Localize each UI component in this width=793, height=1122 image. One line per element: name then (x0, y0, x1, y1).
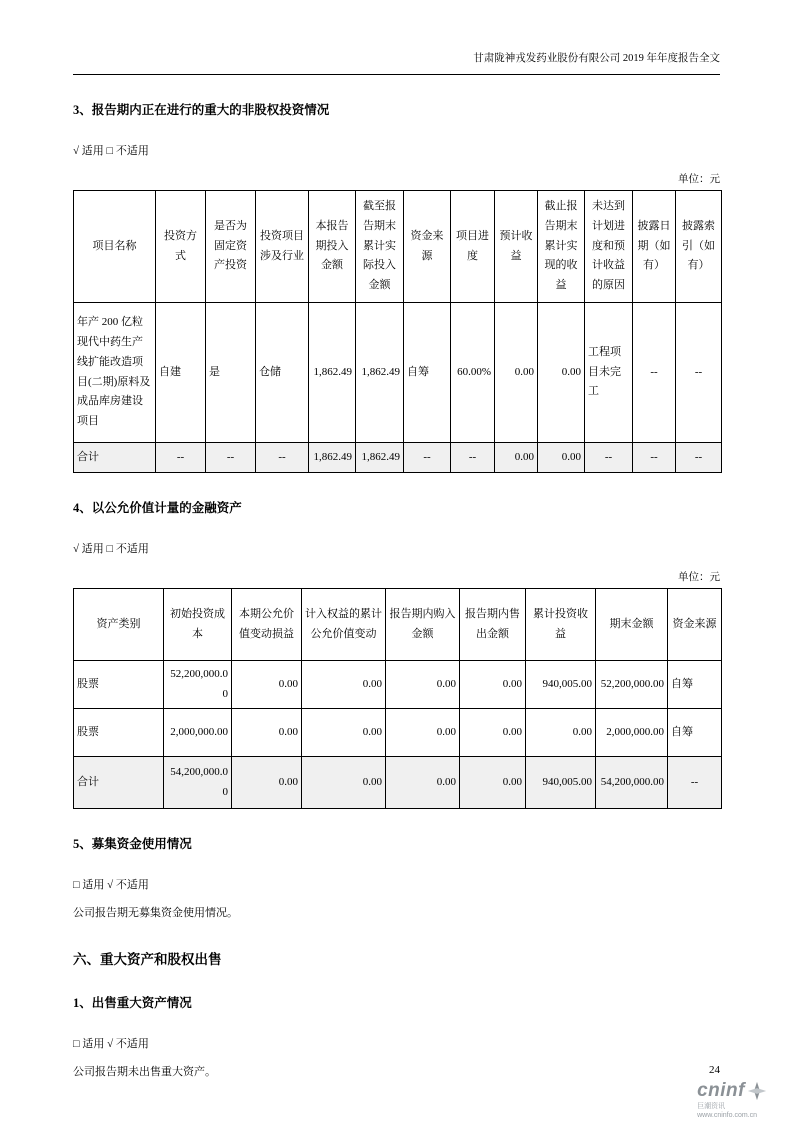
table-header-cell: 资产类别 (74, 589, 164, 661)
section-3-title: 3、报告期内正在进行的重大的非股权投资情况 (73, 103, 330, 117)
table-header-cell: 截至报告期末累计实际投入金额 (356, 191, 404, 303)
table-cell: -- (676, 303, 722, 443)
document-header (73, 52, 720, 75)
table-cell: -- (633, 443, 676, 473)
table-header-cell: 期末金额 (596, 589, 668, 661)
table-cell: -- (676, 443, 722, 473)
section-6-title: 六、重大资产和股权出售 (73, 952, 222, 967)
table-header-cell: 本期公允价值变动损益 (232, 589, 302, 661)
table-header-cell: 预计收益 (495, 191, 538, 303)
section-4-unit-label: 单位：元 (678, 572, 720, 583)
section-4-applicability: √ 适用 □ 不适用 (73, 543, 149, 555)
table-cell: 1,862.49 (356, 303, 404, 443)
section-5-applicability: □ 适用 √ 不适用 (73, 879, 149, 891)
table-cell: 仓储 (256, 303, 309, 443)
table-cell: 0.00 (460, 757, 526, 809)
table-cell: 0.00 (538, 303, 585, 443)
table-header-cell: 报告期内售出金额 (460, 589, 526, 661)
section-6-1-title: 1、出售重大资产情况 (73, 996, 192, 1010)
table-cell: 1,862.49 (356, 443, 404, 473)
cninfo-logo (697, 1080, 767, 1120)
table-cell: 0.00 (302, 661, 386, 709)
table-cell: 股票 (74, 709, 164, 757)
section-4-title: 4、以公允价值计量的金融资产 (73, 501, 242, 515)
table-cell: -- (256, 443, 309, 473)
table-cell: 自建 (156, 303, 206, 443)
section-3-unit-label: 单位：元 (678, 174, 720, 185)
table-cell: 0.00 (538, 443, 585, 473)
table-header-row (74, 589, 722, 661)
table-cell: 工程项目未完工 (585, 303, 633, 443)
table-header-cell: 是否为固定资产投资 (206, 191, 256, 303)
table-header-cell: 未达到计划进度和预计收益的原因 (585, 191, 633, 303)
table-cell: 0.00 (302, 757, 386, 809)
table-cell: 0.00 (495, 303, 538, 443)
table-cell: 合计 (74, 757, 164, 809)
section-3-applicability: √ 适用 □ 不适用 (73, 145, 149, 157)
cninfo-logo-text: cninf (697, 1080, 745, 1101)
table-cell: 0.00 (386, 757, 460, 809)
table-cell: 是 (206, 303, 256, 443)
table-cell: 52,200,000.00 (164, 661, 232, 709)
table-cell: -- (451, 443, 495, 473)
table-header-cell: 累计投资收益 (526, 589, 596, 661)
table-header-cell: 披露日期（如有） (633, 191, 676, 303)
table-cell: 60.00% (451, 303, 495, 443)
table-cell: 0.00 (232, 709, 302, 757)
table-cell: -- (206, 443, 256, 473)
financial-assets-table (73, 588, 722, 809)
table-cell: 1,862.49 (309, 443, 356, 473)
table-cell: 54,200,000.00 (164, 757, 232, 809)
table-cell: 自筹 (668, 661, 722, 709)
table-cell: 自筹 (404, 303, 451, 443)
table-row (74, 709, 722, 757)
document-title: 甘肃陇神戎发药业股份有限公司 2019 年年度报告全文 (473, 53, 720, 64)
table-cell: -- (668, 757, 722, 809)
table-header-cell: 投资项目涉及行业 (256, 191, 309, 303)
table-header-cell: 投资方式 (156, 191, 206, 303)
table-cell: 自筹 (668, 709, 722, 757)
table-header-cell: 计入权益的累计公允价值变动 (302, 589, 386, 661)
table-cell: 年产 200 亿粒现代中药生产线扩能改造项目(二期)原料及成品库房建设项目 (74, 303, 156, 443)
table-cell: 52,200,000.00 (596, 661, 668, 709)
table-cell: 0.00 (386, 709, 460, 757)
table-cell: 940,005.00 (526, 661, 596, 709)
table-cell: -- (404, 443, 451, 473)
table-cell: 0.00 (460, 661, 526, 709)
table-cell: 2,000,000.00 (596, 709, 668, 757)
cninfo-compass-icon (747, 1081, 767, 1101)
table-cell: 0.00 (495, 443, 538, 473)
table-cell: 0.00 (232, 757, 302, 809)
table-header-cell: 报告期内购入金额 (386, 589, 460, 661)
table-cell: -- (585, 443, 633, 473)
table-total-row (74, 757, 722, 809)
table-header-cell: 资金来源 (404, 191, 451, 303)
table-cell: 0.00 (386, 661, 460, 709)
table-header-cell: 披露索引（如有） (676, 191, 722, 303)
cninfo-logo-top (697, 1080, 767, 1102)
table-cell: -- (633, 303, 676, 443)
table-cell: 0.00 (526, 709, 596, 757)
table-header-cell: 项目进度 (451, 191, 495, 303)
table-header-cell: 项目名称 (74, 191, 156, 303)
table-cell: 2,000,000.00 (164, 709, 232, 757)
section-5-note: 公司报告期无募集资金使用情况。 (73, 907, 238, 919)
table-cell: 合计 (74, 443, 156, 473)
section-6-1-applicability: □ 适用 √ 不适用 (73, 1038, 149, 1050)
table-cell: 0.00 (460, 709, 526, 757)
table-header-row (74, 191, 722, 303)
cninfo-logo-url: www.cninfo.com.cn (697, 1112, 758, 1119)
non-equity-investment-table (73, 190, 722, 473)
cninfo-logo-name: 巨潮资讯 (697, 1103, 726, 1110)
table-cell: 0.00 (232, 661, 302, 709)
section-5-title: 5、募集资金使用情况 (73, 837, 192, 851)
table-cell: 0.00 (302, 709, 386, 757)
table-header-cell: 初始投资成本 (164, 589, 232, 661)
table-row (74, 303, 722, 443)
table-cell: -- (156, 443, 206, 473)
section-6-1-note: 公司报告期未出售重大资产。 (73, 1066, 216, 1078)
table-cell: 940,005.00 (526, 757, 596, 809)
page-number: 24 (709, 1064, 720, 1076)
table-cell: 54,200,000.00 (596, 757, 668, 809)
table-header-cell: 本报告期投入金额 (309, 191, 356, 303)
table-cell: 1,862.49 (309, 303, 356, 443)
table-row (74, 661, 722, 709)
table-header-cell: 资金来源 (668, 589, 722, 661)
table-cell: 股票 (74, 661, 164, 709)
table-total-row (74, 443, 722, 473)
table-header-cell: 截止报告期末累计实现的收益 (538, 191, 585, 303)
